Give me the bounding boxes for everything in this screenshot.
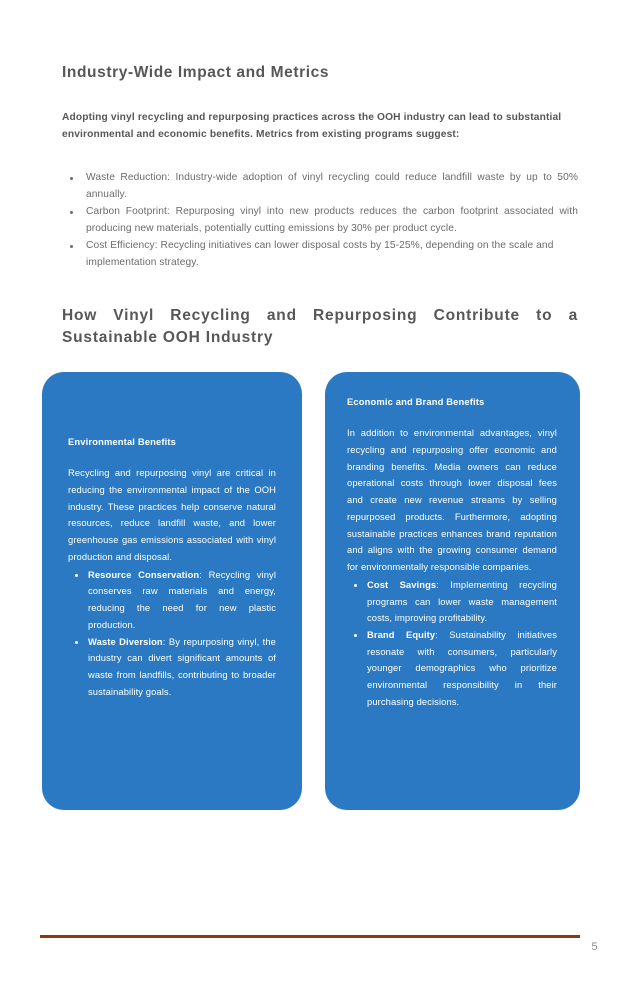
page-number: 5 <box>591 941 598 953</box>
section-heading-line-2: Sustainable OOH Industry <box>62 329 274 347</box>
section-heading-industry-impact: Industry-Wide Impact and Metrics <box>62 64 330 81</box>
card-environmental-benefits <box>42 372 302 810</box>
card-title: Environmental Benefits <box>68 436 177 447</box>
list-item <box>68 634 276 701</box>
card-paragraph: In addition to environmental advantages, vinyl recycling and repurposing offer economic and branding benefits. Media owners can reduce operational costs through lower disposal fees and create new revenue streams by selling repurposed products. Furthermore, adopting sustainable practices enhances brand reputation and aligns with the growing consumer demand for environmentally responsible companies. <box>347 427 557 573</box>
list-item-lead: Brand Equity <box>367 628 436 640</box>
impact-metrics-list <box>62 170 578 272</box>
card-paragraph: Recycling and repurposing vinyl are critical in reducing the environmental impact of the OOH industry. These practices help conserve natural resources, reduce landfill waste, and lower greenhouse gas emissions associated with vinyl production and disposal. <box>68 467 276 562</box>
list-item-lead: Cost Savings <box>367 578 437 590</box>
list-item-lead: Resource Conservation <box>88 568 200 580</box>
footer-divider <box>40 935 580 938</box>
card-bullet-list <box>347 577 557 711</box>
card-economic-brand-benefits <box>325 372 580 810</box>
list-item-lead: Waste Diversion <box>88 635 163 647</box>
list-item-text: : Recycling vinyl conserves raw materials and energy, reducing the need for new plastic production. <box>88 568 276 630</box>
list-item <box>68 567 276 634</box>
section-heading-line-1: How Vinyl Recycling and Repurposing Contribute to a <box>62 307 578 324</box>
card-bullet-list <box>68 567 276 701</box>
list-item <box>347 577 557 627</box>
section-heading-sustainable-ooh <box>62 305 578 350</box>
list-item-text: : Sustainability initiatives resonate with consumers, particularly younger demographics who prioritize environmental responsibility in their purchasing decisions. <box>367 628 557 707</box>
list-item: Carbon Footprint: Repurposing vinyl into new products reduces the carbon footprint associated with producing new materials, potentially cutting emissions by 30% per product cycle. <box>62 204 578 237</box>
list-item: Waste Reduction: Industry-wide adoption of vinyl recycling could reduce landfill waste by up to 50% annually. <box>62 170 578 203</box>
list-item: Cost Efficiency: Recycling initiatives can lower disposal costs by 15-25%, depending on the scale and implementation strategy. <box>62 238 578 271</box>
card-title: Economic and Brand Benefits <box>347 396 485 407</box>
list-item-text: : By repurposing vinyl, the industry can divert significant amounts of waste from landfills, contributing to broader sustainability goals. <box>88 635 276 697</box>
list-item <box>347 627 557 711</box>
list-item-text: : Implementing recycling programs can lower waste management costs, improving profitability. <box>367 578 557 624</box>
intro-paragraph: Adopting vinyl recycling and repurposing practices across the OOH industry can lead to substantial environmental and economic benefits. Metrics from existing programs suggest: <box>62 112 562 140</box>
